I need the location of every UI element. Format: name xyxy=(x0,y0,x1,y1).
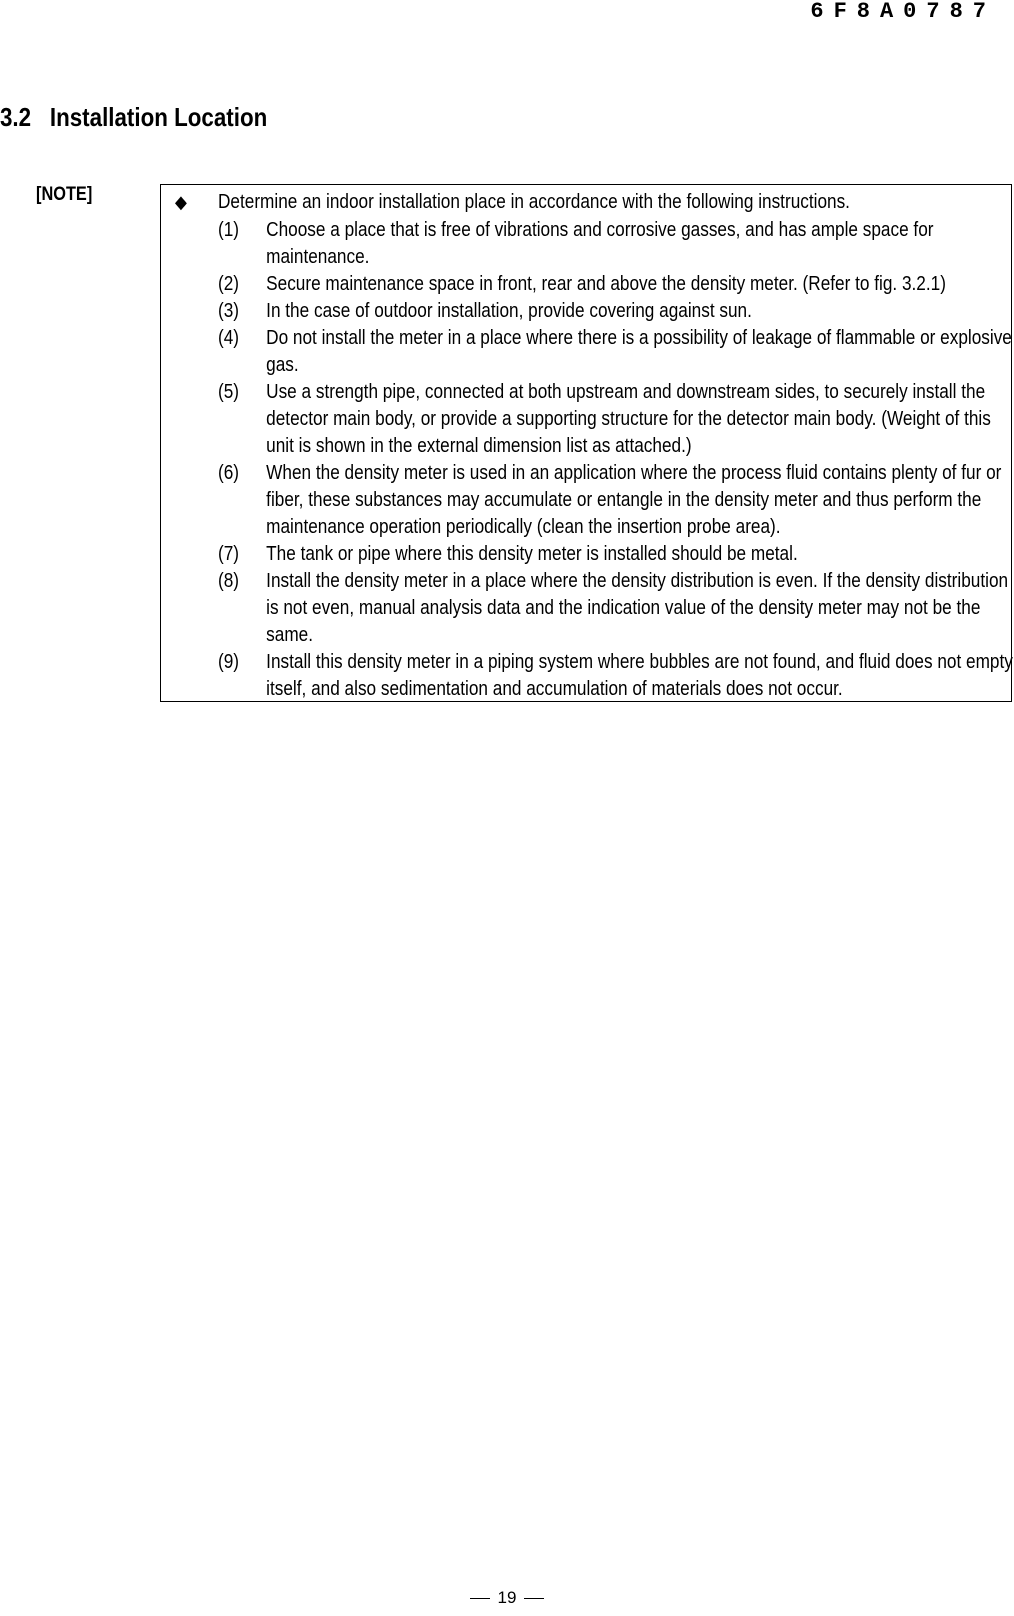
list-item-number: (7) xyxy=(218,543,240,565)
note-intro-text: Determine an indoor installation place in accordance with the following instructions. xyxy=(218,191,850,213)
list-item xyxy=(175,460,1014,541)
list-item-text: Use a strength pipe, connected at both upstream and downstream sides, to securely install the detector main body, or provide a supporting structure for the detector main body. (Weight of this unit is shown in the external dimension list as attached.) xyxy=(266,381,991,457)
list-item-text: Secure maintenance space in front, rear and above the density meter. (Refer to fig. 3.2.1) xyxy=(266,273,946,295)
list-item-number: (3) xyxy=(218,300,240,322)
list-item xyxy=(175,298,1014,325)
list-item-text: Choose a place that is free of vibrations and corrosive gasses, and has ample space for maintenance. xyxy=(266,219,934,268)
note-content xyxy=(175,189,1014,703)
note-intro xyxy=(175,189,1014,216)
list-item xyxy=(175,217,1014,271)
list-item-number: (4) xyxy=(218,327,240,349)
list-item xyxy=(175,649,1014,703)
list-item-text: Install the density meter in a place where the density distribution is even. If the density distribution is not even, manual analysis data and the indication value of the density meter may not be the same. xyxy=(266,570,1009,646)
list-item xyxy=(175,568,1014,649)
list-item-number: (8) xyxy=(218,570,240,592)
list-item-text: The tank or pipe where this density meter is installed should be metal. xyxy=(266,543,798,565)
list-item-text: When the density meter is used in an application where the process fluid contains plenty of fur or fiber, these substances may accumulate or entangle in the density meter and thus perform the maintenance operation periodically (clean the insertion probe area). xyxy=(266,462,1002,538)
diamond-bullet-icon: ◆ xyxy=(175,192,187,212)
list-item-number: (2) xyxy=(218,273,240,295)
list-item xyxy=(175,271,1014,298)
list-item-text: Install this density meter in a piping system where bubbles are not found, and fluid does not empty itself, and also sedimentation and accumulation of materials does not occur. xyxy=(266,651,1013,700)
list-item-text: In the case of outdoor installation, provide covering against sun. xyxy=(266,300,752,322)
list-item xyxy=(175,379,1014,460)
document-code: 6F8A0787 xyxy=(810,0,996,24)
page-number: 19 xyxy=(497,1588,517,1607)
note-box xyxy=(160,184,1012,702)
list-item-text: Do not install the meter in a place where there is a possibility of leakage of flammable or explosive gas. xyxy=(266,327,1012,376)
list-item xyxy=(175,325,1014,379)
section-title: Installation Location xyxy=(49,102,268,132)
list-item-number: (6) xyxy=(218,462,240,484)
list-item xyxy=(175,541,1014,568)
list-item-number: (5) xyxy=(218,381,240,403)
note-label: [NOTE] xyxy=(36,184,93,205)
list-item-number: (9) xyxy=(218,651,240,673)
list-item-number: (1) xyxy=(218,219,240,241)
section-number: 3.2 xyxy=(0,102,32,132)
instruction-list xyxy=(175,217,1014,703)
section-heading xyxy=(0,102,267,133)
footer-dash-right xyxy=(524,1598,544,1599)
page-footer xyxy=(0,1588,1014,1608)
footer-dash-left xyxy=(470,1598,490,1599)
